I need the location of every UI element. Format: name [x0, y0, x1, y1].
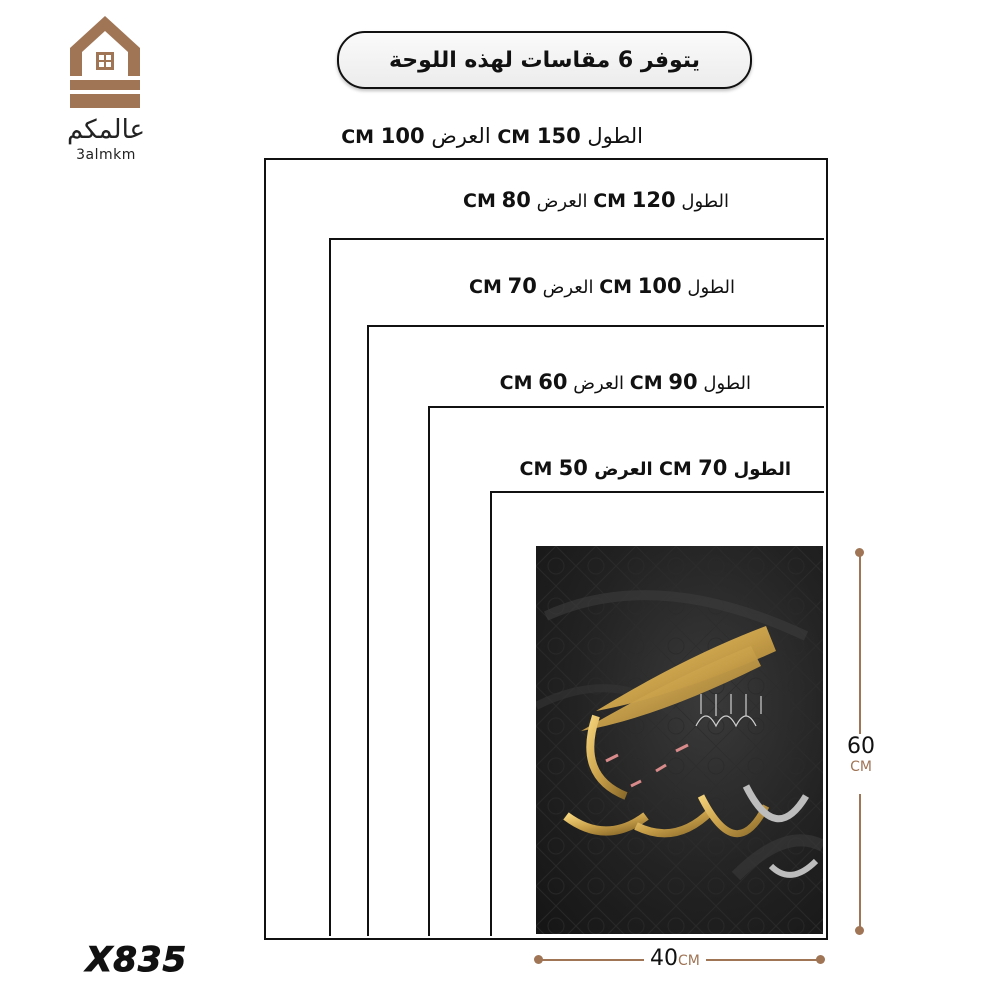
size-label-3: الطول 100 CM العرض 70 CM — [469, 274, 735, 298]
width-dimension-dot-left — [534, 955, 543, 964]
width-value: 40 — [650, 946, 678, 971]
calligraphy-artwork — [536, 546, 823, 934]
brand-name-english: 3almkm — [76, 147, 136, 163]
width-unit: CM — [678, 953, 700, 969]
height-dimension-dot-top — [855, 548, 864, 557]
house-logo-icon — [68, 14, 142, 110]
size-label-4: الطول 90 CM العرض 60 CM — [499, 370, 751, 394]
size-label-1: الطول 150 CM العرض 100 CM — [341, 124, 643, 148]
product-code: X835 — [86, 940, 188, 980]
sizes-available-header — [337, 31, 752, 89]
height-value: 60 — [847, 734, 875, 759]
height-unit: CM — [850, 759, 872, 775]
size-label-2: الطول 120 CM العرض 80 CM — [463, 188, 729, 212]
width-dimension-label — [644, 946, 706, 971]
height-dimension-label — [840, 734, 882, 794]
size-label-5: الطول 70 CM العرض 50 CM — [519, 456, 791, 480]
artwork-canvas — [536, 546, 823, 934]
brand-name-arabic: عالمكم — [66, 115, 146, 145]
header-text: يتوفر 6 مقاسات لهذه اللوحة — [388, 47, 701, 73]
width-dimension-dot-right — [816, 955, 825, 964]
height-dimension-dot-bottom — [855, 926, 864, 935]
